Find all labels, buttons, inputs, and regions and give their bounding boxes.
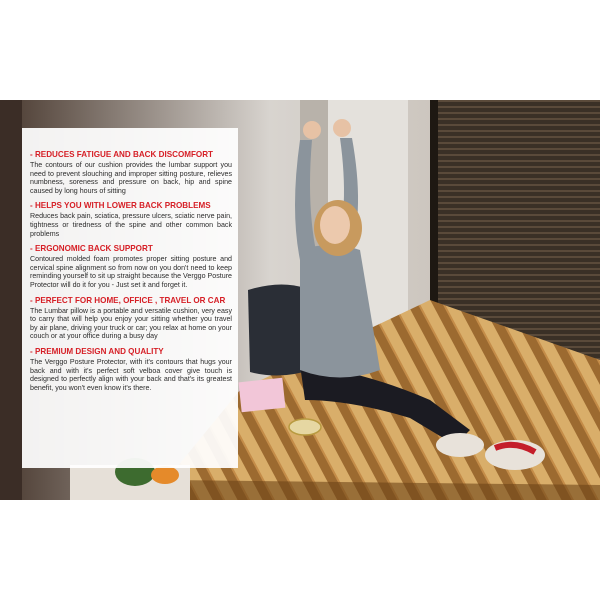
feature-section xyxy=(30,201,232,238)
feature-section xyxy=(30,296,232,341)
feature-description: The Lumbar pillow is a portable and versatile cushion, very easy to carry that will help you enjoy your sitting whether you travel by air plane, driving your truck or car; you relax at home on your couch or at your office during a busy day xyxy=(30,306,232,341)
feature-section xyxy=(30,150,232,195)
feature-heading: - PREMIUM DESIGN AND QUALITY xyxy=(30,346,164,356)
magazine xyxy=(239,378,286,412)
feature-description: The Verggo Posture Protector, with it's contours that hugs your back and with it's perfect soft velboa cover give touch is designed to perfectly align with your back and that's its greatest benefit, you won't even know it's there. xyxy=(30,357,232,392)
feature-text-panel xyxy=(22,128,238,468)
feature-heading: - PERFECT FOR HOME, OFFICE , TRAVEL OR CAR xyxy=(30,295,226,305)
feature-section xyxy=(30,244,232,289)
feature-heading: - REDUCES FATIGUE AND BACK DISCOMFORT xyxy=(30,150,214,159)
feature-section xyxy=(30,347,232,392)
feature-description: The contours of our cushion provides the lumbar support you need to prevent slouching and improper sitting posture, relieves numbness, soreness and pressure on back, hip and spine caused by long hours of sitting xyxy=(30,161,232,195)
feature-description: Contoured molded foam promotes proper sitting posture and cervical spine alignment so from now on you don't need to keep reminding yourself to sit up straight because the Verggo Posture Protector will do it for you - Just set it and forget it. xyxy=(30,255,232,289)
feature-description: Reduces back pain, sciatica, pressure ulcers, sciatic nerve pain, tightness or tiredness of the spine and other common back problems xyxy=(30,212,232,238)
feature-heading: - ERGONOMIC BACK SUPPORT xyxy=(30,244,153,254)
feature-heading: - HELPS YOU WITH LOWER BACK PROBLEMS xyxy=(30,201,211,211)
